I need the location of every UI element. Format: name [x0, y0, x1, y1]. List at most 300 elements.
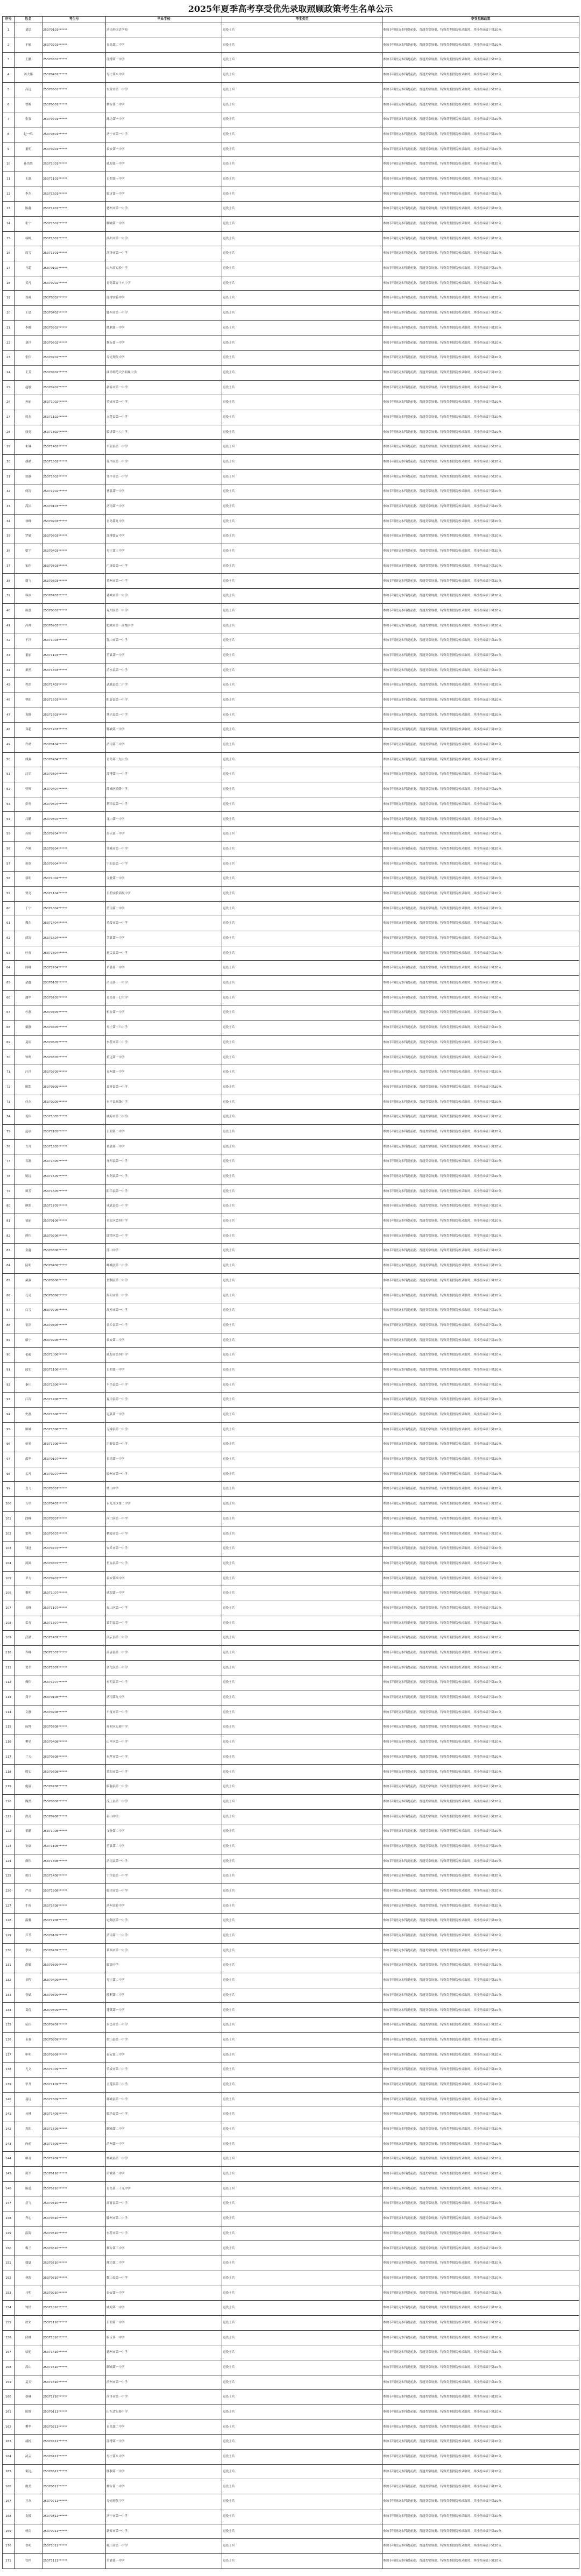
- cell-school: 胜利第一中学: [106, 2464, 222, 2479]
- cell-no: 65: [3, 976, 15, 991]
- table-row: [3, 1050, 579, 1065]
- cell-type: 退役士兵: [222, 872, 382, 887]
- cell-name: 范冰: [15, 1124, 42, 1139]
- cell-name: 贺军: [15, 1660, 42, 1675]
- cell-no: 73: [3, 1095, 15, 1110]
- table-row: [3, 514, 579, 529]
- cell-exam-no: 25371606******: [42, 1422, 106, 1437]
- cell-no: 139: [3, 2077, 15, 2092]
- cell-exam-no: 25370103******: [42, 499, 106, 515]
- cell-no: 32: [3, 484, 15, 499]
- column-header-exam-no: 考生号: [42, 17, 106, 23]
- cell-type: 退役士兵: [222, 1080, 382, 1095]
- cell-name: 郝强: [15, 1273, 42, 1288]
- cell-name: 翟鹏: [15, 1824, 42, 1839]
- cell-school: 巨野县第一中学: [106, 1437, 222, 1452]
- cell-type: 退役士兵: [222, 1616, 382, 1631]
- cell-policy: 参加专科批及本科提前批、普通类常规批、特殊类型批院校录取时，其投档成绩下降20分。: [382, 574, 579, 589]
- cell-exam-no: 25370707******: [42, 1542, 106, 1557]
- cell-exam-no: 25370204******: [42, 752, 106, 767]
- cell-name: 刘大伟: [15, 68, 42, 83]
- cell-policy: 参加专科批及本科提前批、普通类常规批、特殊类型批院校录取时，其投档成绩下降20分。: [382, 53, 579, 68]
- cell-name: 卢刚: [15, 841, 42, 857]
- cell-name: 唐磊: [15, 603, 42, 618]
- cell-exam-no: 25371405******: [42, 1154, 106, 1169]
- cell-school: 泰安第四中学: [106, 1571, 222, 1586]
- cell-type: 退役士兵: [222, 1899, 382, 1914]
- cell-name: 杜磊: [15, 1005, 42, 1021]
- cell-no: 108: [3, 1616, 15, 1631]
- table-row: [3, 1333, 579, 1348]
- cell-exam-no: 25370710******: [42, 2256, 106, 2271]
- cell-no: 120: [3, 1794, 15, 1809]
- table-row: [3, 1288, 579, 1303]
- cell-school: 日照第一中学: [106, 2315, 222, 2330]
- cell-type: 退役士兵: [222, 231, 382, 246]
- cell-policy: 参加专科批及本科提前批、普通类常规批、特殊类型批院校录取时，其投档成绩下降20分。: [382, 2196, 579, 2211]
- cell-school: 威海市第二中学: [106, 1110, 222, 1125]
- cell-exam-no: 25370911******: [42, 2524, 106, 2539]
- cell-exam-no: 25371701******: [42, 246, 106, 261]
- cell-policy: 参加专科批及本科提前批、普通类常规批、特殊类型批院校录取时，其投档成绩下降20分。: [382, 395, 579, 410]
- cell-school: 威海第一中学: [106, 1586, 222, 1601]
- cell-school: 夏津县第一中学: [106, 1393, 222, 1408]
- cell-exam-no: 25370509******: [42, 1988, 106, 2003]
- cell-exam-no: 25371109******: [42, 2077, 106, 2092]
- cell-school: 博兴县第一中学: [106, 708, 222, 723]
- cell-type: 退役士兵: [222, 1497, 382, 1512]
- cell-school: 龙口第一中学: [106, 812, 222, 827]
- table-row: [3, 2047, 579, 2063]
- cell-exam-no: 25371106******: [42, 1362, 106, 1378]
- table-row: [3, 544, 579, 559]
- cell-school: 蓬莱第一中学: [106, 2003, 222, 2018]
- cell-school: 五莲县第一中学: [106, 410, 222, 425]
- cell-type: 退役士兵: [222, 2405, 382, 2420]
- cell-no: 147: [3, 2196, 15, 2211]
- table-row: [3, 82, 579, 97]
- cell-policy: 参加专科批及本科提前批、普通类常规批、特殊类型批院校录取时，其投档成绩下降20分。: [382, 38, 579, 53]
- cell-name: 韦强: [15, 2032, 42, 2047]
- table-row: [3, 797, 579, 812]
- cell-name: 支援: [15, 2509, 42, 2524]
- cell-type: 退役士兵: [222, 97, 382, 112]
- cell-type: 退役士兵: [222, 857, 382, 872]
- cell-exam-no: 25371710******: [42, 2390, 106, 2405]
- cell-school: 费县第一中学: [106, 1139, 222, 1154]
- cell-exam-no: 25370610******: [42, 2241, 106, 2256]
- cell-name: 胡杨: [15, 2435, 42, 2450]
- cell-type: 退役士兵: [222, 2077, 382, 2092]
- cell-school: 临邑县第一中学: [106, 2107, 222, 2122]
- cell-policy: 参加专科批及本科提前批、普通类常规批、特殊类型批院校录取时，其投档成绩下降20分。: [382, 1542, 579, 1557]
- cell-policy: 参加专科批及本科提前批、普通类常规批、特殊类型批院校录取时，其投档成绩下降20分。: [382, 1601, 579, 1616]
- cell-no: 133: [3, 1988, 15, 2003]
- cell-exam-no: 25370902******: [42, 380, 106, 395]
- cell-no: 109: [3, 1631, 15, 1646]
- cell-no: 20: [3, 306, 15, 321]
- cell-exam-no: 25371409******: [42, 2107, 106, 2122]
- cell-exam-no: 25370603******: [42, 574, 106, 589]
- cell-name: 钟情: [15, 2301, 42, 2316]
- table-row: [3, 2375, 579, 2390]
- cell-policy: 参加专科批及本科提前批、普通类常规批、特殊类型批院校录取时，其投档成绩下降20分。: [382, 1110, 579, 1125]
- table-row: [3, 1601, 579, 1616]
- cell-school: 烟台第二中学: [106, 2479, 222, 2494]
- cell-no: 163: [3, 2435, 15, 2450]
- table-row: [3, 1318, 579, 1333]
- cell-policy: 参加专科批及本科提前批、普通类常规批、特殊类型批院校录取时，其投档成绩下降20分。: [382, 425, 579, 440]
- cell-no: 154: [3, 2301, 15, 2316]
- cell-school: 淄博第一中学: [106, 53, 222, 68]
- cell-exam-no: 25371607******: [42, 1660, 106, 1675]
- cell-name: 苏婷: [15, 827, 42, 842]
- cell-name: 龙飞: [15, 1482, 42, 1497]
- cell-school: 即墨区第一中学: [106, 1229, 222, 1244]
- cell-exam-no: 25370408******: [42, 1735, 106, 1750]
- cell-school: 薛城区舜耕中学: [106, 782, 222, 797]
- cell-no: 25: [3, 380, 15, 395]
- table-row: [3, 1973, 579, 1988]
- cell-name: 齐心: [15, 2211, 42, 2227]
- cell-school: 利津县第一中学: [106, 797, 222, 812]
- cell-no: 11: [3, 172, 15, 187]
- cell-exam-no: 25370807******: [42, 1556, 106, 1571]
- cell-exam-no: 25370808******: [42, 1794, 106, 1809]
- cell-type: 退役士兵: [222, 514, 382, 529]
- cell-exam-no: 25371406******: [42, 1393, 106, 1408]
- cell-policy: 参加专科批及本科提前批、普通类常规批、特殊类型批院校录取时，其投档成绩下降20分。: [382, 410, 579, 425]
- cell-policy: 参加专科批及本科提前批、普通类常规批、特殊类型批院校录取时，其投档成绩下降20分。: [382, 2553, 579, 2568]
- cell-name: 于洋: [15, 633, 42, 648]
- cell-name: 林海: [15, 2271, 42, 2286]
- cell-exam-no: 25370507******: [42, 1511, 106, 1526]
- table-row: [3, 2211, 579, 2227]
- table-row: [3, 1273, 579, 1288]
- cell-exam-no: 25370310******: [42, 2196, 106, 2211]
- cell-no: 70: [3, 1050, 15, 1065]
- cell-no: 149: [3, 2226, 15, 2241]
- cell-policy: 参加专科批及本科提前批、普通类常规批、特殊类型批院校录取时，其投档成绩下降20分。: [382, 841, 579, 857]
- table-row: [3, 1511, 579, 1526]
- cell-name: 高远: [15, 82, 42, 97]
- cell-exam-no: 25371604******: [42, 946, 106, 961]
- cell-no: 81: [3, 1214, 15, 1229]
- table-row: [3, 2435, 579, 2450]
- cell-name: 金鑫: [15, 1244, 42, 1259]
- cell-type: 退役士兵: [222, 276, 382, 291]
- cell-school: 青岛第十七中学: [106, 990, 222, 1005]
- cell-policy: 参加专科批及本科提前批、普通类常规批、特殊类型批院校录取时，其投档成绩下降20分。: [382, 708, 579, 723]
- cell-policy: 参加专科批及本科提前批、普通类常规批、特殊类型批院校录取时，其投档成绩下降20分。: [382, 2047, 579, 2063]
- cell-exam-no: 25370106******: [42, 1214, 106, 1229]
- cell-name: 管仲: [15, 2553, 42, 2568]
- cell-policy: 参加专科批及本科提前批、普通类常规批、特殊类型批院校录取时，其投档成绩下降20分。: [382, 1378, 579, 1393]
- cell-school: 平度市第一中学: [106, 1705, 222, 1720]
- table-row: [3, 1422, 579, 1437]
- cell-type: 退役士兵: [222, 395, 382, 410]
- cell-name: 樊华: [15, 2420, 42, 2435]
- cell-no: 7: [3, 112, 15, 127]
- cell-type: 退役士兵: [222, 544, 382, 559]
- cell-type: 退役士兵: [222, 112, 382, 127]
- cell-type: 退役士兵: [222, 1378, 382, 1393]
- cell-name: 沿海: [15, 2226, 42, 2241]
- table-row: [3, 901, 579, 916]
- cell-type: 退役士兵: [222, 336, 382, 351]
- cell-no: 100: [3, 1497, 15, 1512]
- cell-type: 退役士兵: [222, 2256, 382, 2271]
- cell-type: 退役士兵: [222, 2330, 382, 2345]
- cell-type: 退役士兵: [222, 320, 382, 336]
- cell-no: 168: [3, 2509, 15, 2524]
- cell-policy: 参加专科批及本科提前批、普通类常规批、特殊类型批院校录取时，其投档成绩下降20分。: [382, 1675, 579, 1690]
- cell-exam-no: 25371702******: [42, 484, 106, 499]
- cell-type: 退役士兵: [222, 2286, 382, 2301]
- cell-no: 96: [3, 1437, 15, 1452]
- table-row: [3, 142, 579, 157]
- cell-no: 4: [3, 68, 15, 83]
- cell-policy: 参加专科批及本科提前批、普通类常规批、特殊类型批院校录取时，其投档成绩下降20分。: [382, 2137, 579, 2152]
- cell-name: 何涛: [15, 484, 42, 499]
- cell-no: 62: [3, 931, 15, 946]
- cell-policy: 参加专科批及本科提前批、普通类常规批、特殊类型批院校录取时，其投档成绩下降20分。: [382, 1988, 579, 2003]
- cell-policy: 参加专科批及本科提前批、普通类常规批、特殊类型批院校录取时，其投档成绩下降20分。: [382, 1437, 579, 1452]
- cell-school: 海阳市第一中学: [106, 1288, 222, 1303]
- cell-exam-no: 25370905******: [42, 1095, 106, 1110]
- table-row: [3, 827, 579, 842]
- cell-exam-no: 25370404******: [42, 782, 106, 797]
- cell-type: 退役士兵: [222, 931, 382, 946]
- cell-type: 退役士兵: [222, 1645, 382, 1660]
- table-row: [3, 1735, 579, 1750]
- cell-type: 退役士兵: [222, 1601, 382, 1616]
- cell-exam-no: 25371005******: [42, 1110, 106, 1125]
- cell-school: 日照第二中学: [106, 1124, 222, 1139]
- cell-exam-no: 25370904******: [42, 857, 106, 872]
- cell-school: 滨州第一中学: [106, 2137, 222, 2152]
- cell-type: 退役士兵: [222, 946, 382, 961]
- cell-no: 136: [3, 2032, 15, 2047]
- cell-policy: 参加专科批及本科提前批、普通类常规批、特殊类型批院校录取时，其投档成绩下降20分。: [382, 142, 579, 157]
- cell-policy: 参加专科批及本科提前批、普通类常规批、特殊类型批院校录取时，其投档成绩下降20分。: [382, 1393, 579, 1408]
- cell-name: 申明: [15, 2047, 42, 2063]
- cell-type: 退役士兵: [222, 1273, 382, 1288]
- cell-type: 退役士兵: [222, 812, 382, 827]
- cell-no: 150: [3, 2241, 15, 2256]
- cell-type: 退役士兵: [222, 574, 382, 589]
- cell-type: 退役士兵: [222, 2375, 382, 2390]
- cell-name: 方舟: [15, 1139, 42, 1154]
- cell-exam-no: 25370803******: [42, 603, 106, 618]
- table-row: [3, 68, 579, 83]
- cell-school: 历城第二中学: [106, 2167, 222, 2182]
- cell-no: 57: [3, 857, 15, 872]
- cell-school: 枣庄第二中学: [106, 1973, 222, 1988]
- table-row: [3, 767, 579, 782]
- table-row: [3, 2018, 579, 2033]
- cell-name: 邢军: [15, 2167, 42, 2182]
- cell-no: 106: [3, 1586, 15, 1601]
- cell-name: 潘华: [15, 990, 42, 1005]
- cell-type: 退役士兵: [222, 38, 382, 53]
- cell-policy: 参加专科批及本科提前批、普通类常规批、特殊类型批院校录取时，其投档成绩下降20分。: [382, 454, 579, 469]
- cell-no: 79: [3, 1184, 15, 1199]
- cell-no: 153: [3, 2286, 15, 2301]
- cell-policy: 参加专科批及本科提前批、普通类常规批、特殊类型批院校录取时，其投档成绩下降20分。: [382, 529, 579, 544]
- cell-no: 111: [3, 1660, 15, 1675]
- cell-policy: 参加专科批及本科提前批、普通类常规批、特殊类型批院校录取时，其投档成绩下降20分。: [382, 2226, 579, 2241]
- cell-name: 汤圆: [15, 1556, 42, 1571]
- cell-type: 退役士兵: [222, 1035, 382, 1050]
- cell-no: 3: [3, 53, 15, 68]
- table-row: [3, 2256, 579, 2271]
- cell-no: 56: [3, 841, 15, 857]
- cell-school: 东营市第一中学: [106, 1750, 222, 1765]
- table-row: [3, 276, 579, 291]
- cell-name: 柯南: [15, 2524, 42, 2539]
- cell-school: 乳山市第一中学: [106, 633, 222, 648]
- cell-type: 退役士兵: [222, 68, 382, 83]
- cell-type: 退役士兵: [222, 1869, 382, 1884]
- cell-school: 济南第九中学: [106, 1690, 222, 1706]
- cell-exam-no: 25371503******: [42, 693, 106, 708]
- cell-school: 济宁市第一中学: [106, 127, 222, 142]
- cell-type: 退役士兵: [222, 2018, 382, 2033]
- table-row: [3, 1869, 579, 1884]
- cell-type: 退役士兵: [222, 1750, 382, 1765]
- cell-no: 14: [3, 216, 15, 231]
- cell-type: 退役士兵: [222, 1720, 382, 1735]
- cell-policy: 参加专科批及本科提前批、普通类常规批、特殊类型批院校录取时，其投档成绩下降20分。: [382, 1259, 579, 1274]
- cell-school: 乐陵市第一中学: [106, 916, 222, 931]
- cell-name: 周杰: [15, 410, 42, 425]
- table-row: [3, 1586, 579, 1601]
- cell-school: 济南第一中学: [106, 499, 222, 515]
- table-row: [3, 2330, 579, 2345]
- cell-school: 临淄中学: [106, 1958, 222, 1973]
- cell-exam-no: 25370510******: [42, 2226, 106, 2241]
- cell-no: 90: [3, 1348, 15, 1363]
- cell-type: 退役士兵: [222, 2420, 382, 2435]
- table-row: [3, 559, 579, 574]
- cell-policy: 参加专科批及本科提前批、普通类常规批、特殊类型批院校录取时，其投档成绩下降20分。: [382, 2167, 579, 2182]
- cell-policy: 参加专科批及本科提前批、普通类常规批、特殊类型批院校录取时，其投档成绩下降20分。: [382, 1229, 579, 1244]
- cell-school: 博山中学: [106, 1482, 222, 1497]
- cell-no: 115: [3, 1720, 15, 1735]
- cell-no: 140: [3, 2092, 15, 2107]
- cell-school: 滨州市第一中学: [106, 231, 222, 246]
- cell-name: 雷鸣: [15, 1526, 42, 1542]
- table-row: [3, 529, 579, 544]
- cell-exam-no: 25370108******: [42, 1690, 106, 1706]
- cell-exam-no: 25370708******: [42, 1780, 106, 1795]
- cell-school: 平邑县第一中学: [106, 1378, 222, 1393]
- cell-policy: 参加专科批及本科提前批、普通类常规批、特殊类型批院校录取时，其投档成绩下降20分。: [382, 1035, 579, 1050]
- table-row: [3, 425, 579, 440]
- cell-exam-no: 25370302******: [42, 291, 106, 306]
- cell-type: 退役士兵: [222, 1735, 382, 1750]
- cell-school: 潍坊第一中学: [106, 112, 222, 127]
- cell-exam-no: 25370703******: [42, 589, 106, 604]
- cell-school: 兖州区第一中学: [106, 603, 222, 618]
- table-row: [3, 336, 579, 351]
- cell-name: 尹力: [15, 1571, 42, 1586]
- cell-exam-no: 25371509******: [42, 2122, 106, 2137]
- cell-policy: 参加专科批及本科提前批、普通类常规批、特殊类型批院校录取时，其投档成绩下降20分。: [382, 1824, 579, 1839]
- cell-name: 邵华: [15, 1452, 42, 1467]
- cell-policy: 参加专科批及本科提前批、普通类常规批、特殊类型批院校录取时，其投档成绩下降20分。: [382, 1526, 579, 1542]
- cell-name: 段峰: [15, 1511, 42, 1526]
- cell-exam-no: 25370402******: [42, 306, 106, 321]
- cell-school: 青岛第十九中学: [106, 752, 222, 767]
- table-row: [3, 2271, 579, 2286]
- table-row: [3, 1378, 579, 1393]
- cell-policy: 参加专科批及本科提前批、普通类常规批、特殊类型批院校录取时，其投档成绩下降20分。: [382, 797, 579, 812]
- cell-type: 退役士兵: [222, 306, 382, 321]
- cell-name: 曹婉: [15, 97, 42, 112]
- cell-school: 齐河县第一中学: [106, 1154, 222, 1169]
- cell-school: 日照第一中学: [106, 172, 222, 187]
- cell-exam-no: 25371404******: [42, 916, 106, 931]
- cell-policy: 参加专科批及本科提前批、普通类常规批、特殊类型批院校录取时，其投档成绩下降20分。: [382, 2390, 579, 2405]
- cell-policy: 参加专科批及本科提前批、普通类常规批、特殊类型批院校录取时，其投档成绩下降20分。: [382, 1065, 579, 1080]
- cell-type: 退役士兵: [222, 767, 382, 782]
- table-row: [3, 306, 579, 321]
- cell-no: 117: [3, 1750, 15, 1765]
- table-row: [3, 484, 579, 499]
- cell-school: 泰安第一中学: [106, 2286, 222, 2301]
- cell-policy: 参加专科批及本科提前批、普通类常规批、特殊类型批院校录取时，其投档成绩下降20分。: [382, 1794, 579, 1809]
- cell-name: 叶青: [15, 946, 42, 961]
- cell-type: 退役士兵: [222, 142, 382, 157]
- cell-name: 丛林: [15, 2107, 42, 2122]
- cell-name: 万里: [15, 1497, 42, 1512]
- cell-school: 聊城第二中学: [106, 2122, 222, 2137]
- cell-type: 退役士兵: [222, 23, 382, 38]
- cell-no: 51: [3, 767, 15, 782]
- cell-name: 徐来: [15, 2315, 42, 2330]
- cell-policy: 参加专科批及本科提前批、普通类常规批、特殊类型批院校录取时，其投档成绩下降20分。: [382, 2077, 579, 2092]
- cell-no: 16: [3, 246, 15, 261]
- cell-school: 临清市第一中学: [106, 1883, 222, 1899]
- cell-school: 鄄城县第一中学: [106, 2152, 222, 2167]
- cell-no: 165: [3, 2464, 15, 2479]
- cell-school: 滕州市第二中学: [106, 2211, 222, 2227]
- table-row: [3, 1839, 579, 1854]
- cell-type: 退役士兵: [222, 678, 382, 693]
- table-row: [3, 1005, 579, 1021]
- cell-name: 邹丽: [15, 1214, 42, 1229]
- table-row: [3, 2524, 579, 2539]
- cell-name: 于航: [15, 38, 42, 53]
- cell-no: 126: [3, 1883, 15, 1899]
- cell-no: 131: [3, 1958, 15, 1973]
- cell-no: 85: [3, 1273, 15, 1288]
- cell-policy: 参加专科批及本科提前批、普通类常规批、特殊类型批院校录取时，其投档成绩下降20分。: [382, 1273, 579, 1288]
- cell-exam-no: 25371601******: [42, 231, 106, 246]
- cell-school: 临沂第一中学: [106, 2330, 222, 2345]
- cell-school: 定陶区第一中学: [106, 1914, 222, 1929]
- table-row: [3, 841, 579, 857]
- cell-exam-no: 25370711******: [42, 2494, 106, 2509]
- table-row: [3, 946, 579, 961]
- cell-no: 42: [3, 633, 15, 648]
- cell-school: 沾化区第一中学: [106, 1660, 222, 1675]
- cell-school: 山东省实验中学: [106, 261, 222, 276]
- cell-school: 济南外国语学校: [106, 23, 222, 38]
- cell-exam-no: 25370802******: [42, 365, 106, 380]
